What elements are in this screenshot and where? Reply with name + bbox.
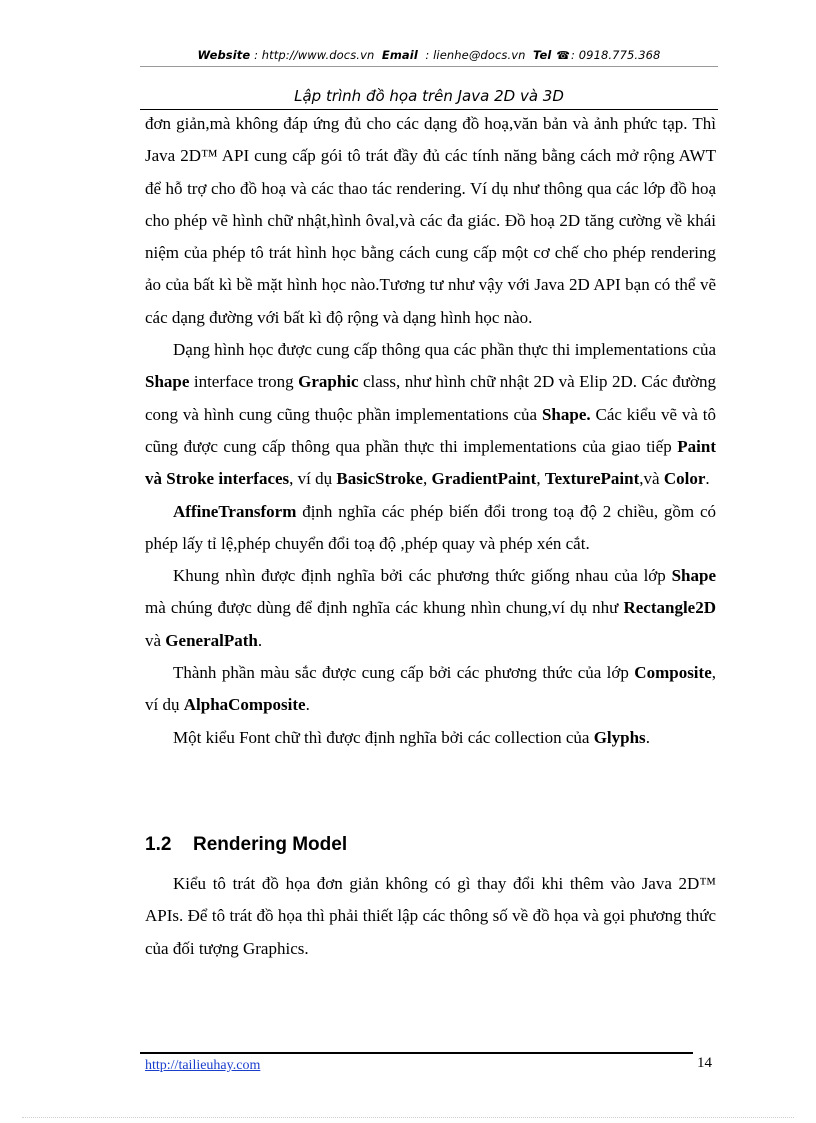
paragraph-3: AffineTransform định nghĩa các phép biến đổi trong toạ độ 2 chiều, gồm có phép lấy tỉ lệ,phép chuyển đổi toạ độ ,phép quay và phép xén cắt. xyxy=(145,501,716,553)
email-value: : lienhe@docs.vn xyxy=(425,48,526,62)
paragraph-1: đơn giản,mà không đáp ứng đủ cho các dạng đồ hoạ,văn bản và ảnh phức tạp. Thì Java 2D™ API cung cấp gói tô trát đầy đủ các tính năng bằng cách mở rộng AWT để hỗ trợ cho đồ hoạ và các thao tác rendering. Ví dụ như thông qua các lớp đồ hoạ cho phép vẽ hình chữ nhật,hình ôval,và các đa giác. Đồ hoạ 2D tăng cường về khái niệm của phép tô trát hình học bằng cách cung cấp một cơ chế cho phép rendering ảo của bất kì bề mặt hình học nào.Tương tư như vậy với Java 2D API bạn có thể vẽ các dạng đường với bất kì độ rộng và dạng hình học nào. xyxy=(145,114,716,327)
website-label: Website xyxy=(197,48,251,62)
tel-label: Tel xyxy=(533,48,552,62)
site-header xyxy=(140,48,718,62)
body-text xyxy=(145,108,716,754)
header-divider xyxy=(140,66,718,67)
paragraph-2: Dạng hình học được cung cấp thông qua các phần thực thi implementations của Shape interface trong Graphic class, như hình chữ nhật 2D và Elip 2D. Các đường cong và hình cung cũng thuộc phần implementations của Shape. Các kiểu vẽ và tô cũng được cung cấp thông qua phần thực thi implementations của giao tiếp Paint và Stroke interfaces, ví dụ BasicStroke, GradientPaint, TexturePaint,và Color. xyxy=(145,340,717,489)
email-label: Email xyxy=(381,48,418,62)
page-edge xyxy=(22,1117,794,1118)
paragraph-4: Khung nhìn được định nghĩa bởi các phương thức giống nhau của lớp Shape mà chúng được dùng để định nghĩa các khung nhìn chung,ví dụ như Rectangle2D và GeneralPath. xyxy=(145,566,716,650)
website-url: : http://www.docs.vn xyxy=(254,48,375,62)
paragraph-6: Một kiểu Font chữ thì được định nghĩa bởi các collection của Glyphs. xyxy=(173,727,650,747)
section-heading xyxy=(145,834,716,856)
tel-value: : 0918.775.368 xyxy=(571,48,661,62)
paragraph-5: Thành phần màu sắc được cung cấp bởi các phương thức của lớp Composite, ví dụ AlphaComposite. xyxy=(145,663,716,715)
footer-link[interactable]: http://tailieuhay.com xyxy=(145,1058,261,1073)
phone-icon: ☎ xyxy=(556,49,571,62)
section-number: 1.2 xyxy=(145,834,172,855)
footer-divider xyxy=(140,1052,693,1054)
running-title: Lập trình đồ họa trên Java 2D và 3D xyxy=(294,87,564,105)
section-body xyxy=(145,868,716,965)
section-title: Rendering Model xyxy=(193,834,348,855)
page-number: 14 xyxy=(697,1055,712,1071)
paragraph-7: Kiểu tô trát đồ họa đơn giản không có gì thay đổi khi thêm vào Java 2D™ APIs. Để tô trát đồ họa thì phải thiết lập các thông số về đồ họa và gọi phương thức của đối tượng Graphics. xyxy=(145,874,716,958)
